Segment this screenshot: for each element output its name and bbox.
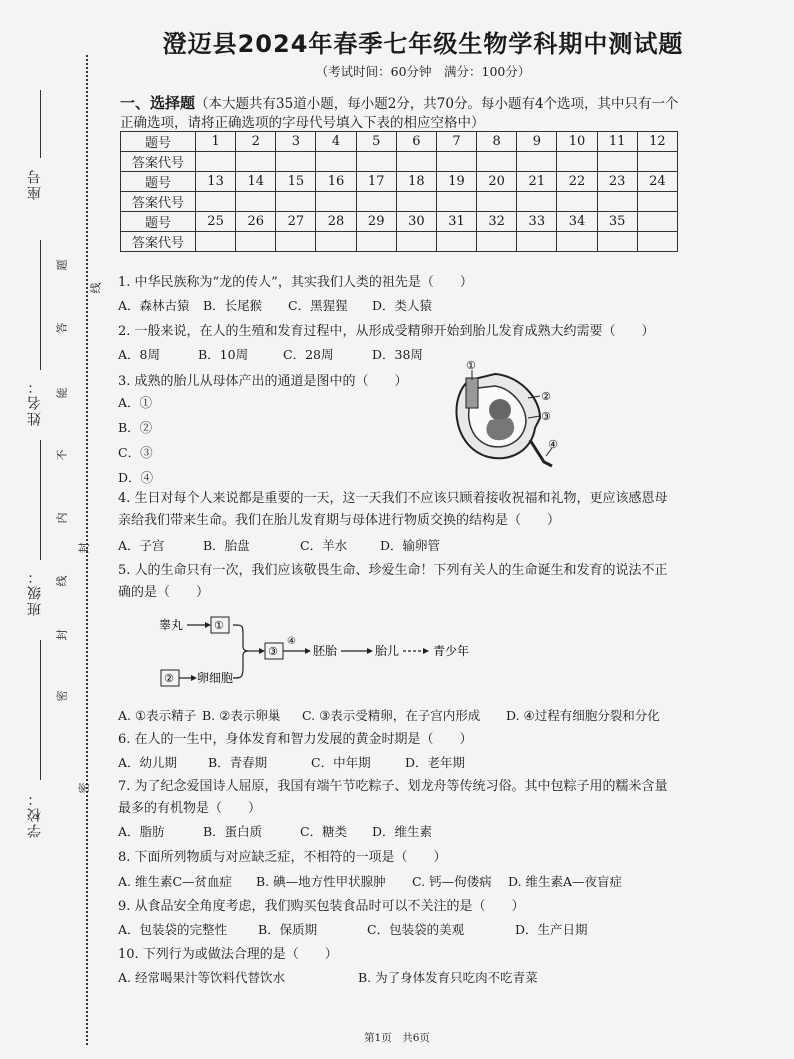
answer-cell[interactable] xyxy=(196,192,236,212)
name-underline xyxy=(40,240,41,370)
q6-option-a[interactable]: A．幼儿期 xyxy=(118,755,178,770)
question-number-cell: 4 xyxy=(316,132,356,152)
seal-char: 不 xyxy=(55,449,69,461)
question-7: 7. 为了纪念爱国诗人屈原，我国有端午节吃粽子、划龙舟等传统习俗。其中包粽子用的糯米含量最多的有机物是（ ） xyxy=(118,779,668,816)
q8-option-d[interactable]: D. 维生素A—夜盲症 xyxy=(508,874,623,889)
question-number-cell: 30 xyxy=(396,212,436,232)
q3-option-c[interactable]: C．③ xyxy=(118,445,153,460)
uterus-label-1: ① xyxy=(466,359,476,372)
answer-cell[interactable] xyxy=(316,152,356,172)
question-number-cell: 27 xyxy=(276,212,316,232)
answer-cell[interactable] xyxy=(517,192,557,212)
answer-cell[interactable] xyxy=(557,232,597,252)
q2-option-d[interactable]: D．38周 xyxy=(372,347,423,362)
question-number-cell: 24 xyxy=(637,172,677,192)
q8-option-c[interactable]: C. 钙—佝偻病 xyxy=(412,874,492,889)
question-2: 2. 一般来说，在人的生殖和发育过程中，从形成受精卵开始到胎儿发育成熟大约需要（ ） xyxy=(118,324,655,339)
seal-char: 能 xyxy=(55,387,69,399)
num-header-cell: 题号 xyxy=(121,212,196,232)
q6-option-c[interactable]: C．中年期 xyxy=(311,755,371,770)
question-1: 1. 中华民族称为“龙的传人”，其实我们人类的祖先是（ ） xyxy=(118,275,473,290)
answer-cell[interactable] xyxy=(236,232,276,252)
flow-arrowhead xyxy=(305,648,311,654)
answer-cell[interactable] xyxy=(637,152,677,172)
answer-cell[interactable] xyxy=(356,152,396,172)
question-number-cell: 22 xyxy=(557,172,597,192)
q1-option-b[interactable]: B．长尾猴 xyxy=(203,298,263,313)
name-label: 姓名： xyxy=(27,378,43,426)
seal-char: 封 xyxy=(77,542,91,554)
exam-subtitle: （考试时间：60分钟 满分：100分） xyxy=(315,64,531,79)
question-number-cell: 8 xyxy=(477,132,517,152)
q8-option-b[interactable]: B. 碘—地方性甲状腺肿 xyxy=(256,874,386,889)
answer-cell[interactable] xyxy=(236,192,276,212)
q4-option-b[interactable]: B．胎盘 xyxy=(203,538,250,553)
flow-testis: 睾丸 xyxy=(159,618,184,632)
question-number-cell: 12 xyxy=(637,132,677,152)
answer-header-cell: 答案代号 xyxy=(121,192,196,212)
q2-option-b[interactable]: B．10周 xyxy=(198,347,249,362)
question-5: 5. 人的生命只有一次，我们应该敬畏生命、珍爱生命！下列有关人的生命诞生和发育的说法不正确的是（ ） xyxy=(118,563,668,600)
answer-cell[interactable] xyxy=(517,232,557,252)
question-4: 4. 生日对每个人来说都是重要的一天，这一天我们不应该只顾着接收祝福和礼物，更应该感恩母亲给我们带来生命。我们在胎儿发育期与母体进行物质交换的结构是（ ） xyxy=(118,491,668,528)
page-footer: 第1页 共6页 xyxy=(364,1032,430,1044)
flow-embryo: 胚胎 xyxy=(313,644,338,658)
answer-cell[interactable] xyxy=(597,232,637,252)
seal-char: 线 xyxy=(55,575,69,587)
question-10: 10. 下列行为或做法合理的是（ ） xyxy=(118,947,338,962)
seal-char: 封 xyxy=(55,629,69,641)
num-header-cell: 题号 xyxy=(121,172,196,192)
question-number-cell: 20 xyxy=(477,172,517,192)
section-heading xyxy=(120,94,690,133)
q9-option-c[interactable]: C．包装袋的美观 xyxy=(367,922,465,937)
seal-char: 内 xyxy=(55,512,69,524)
table-row-answers xyxy=(121,152,678,172)
question-number-cell: 5 xyxy=(356,132,396,152)
answer-header-cell: 答案代号 xyxy=(121,232,196,252)
q4-option-a[interactable]: A．子宫 xyxy=(118,538,165,553)
question-number-cell: 11 xyxy=(597,132,637,152)
q10-option-b[interactable]: B. 为了身体发育只吃肉不吃青菜 xyxy=(358,970,538,985)
flow-arrowhead xyxy=(367,648,373,654)
q7-option-d[interactable]: D．维生素 xyxy=(372,824,433,839)
question-number-cell: 25 xyxy=(196,212,236,232)
flow-arrowhead xyxy=(259,648,265,654)
q5-option-a[interactable]: A. ①表示精子 xyxy=(118,708,197,723)
flow-num-2: ② xyxy=(164,672,174,685)
flow-num-3: ③ xyxy=(268,645,278,658)
q6-option-d[interactable]: D．老年期 xyxy=(405,755,466,770)
school-underline xyxy=(40,640,41,780)
q1-option-c[interactable]: C．黑猩猩 xyxy=(288,298,348,313)
question-number-cell: 2 xyxy=(236,132,276,152)
flow-num-4: ④ xyxy=(287,636,296,647)
answer-cell[interactable] xyxy=(276,232,316,252)
answer-cell[interactable] xyxy=(477,192,517,212)
question-number-cell: 14 xyxy=(236,172,276,192)
question-number-cell: 10 xyxy=(557,132,597,152)
q3-option-a[interactable]: A．① xyxy=(118,395,153,410)
seal-char: 线 xyxy=(89,282,103,294)
q4-option-d[interactable]: D．输卵管 xyxy=(380,538,441,553)
answer-cell[interactable] xyxy=(356,192,396,212)
question-number-cell: 29 xyxy=(356,212,396,232)
answer-cell[interactable] xyxy=(396,192,436,212)
seal-char: 题 xyxy=(55,259,69,271)
q1-option-d[interactable]: D．类人猿 xyxy=(372,298,433,313)
question-number-cell: 34 xyxy=(557,212,597,232)
q2-option-c[interactable]: C．28周 xyxy=(283,347,334,362)
question-number-cell xyxy=(637,212,677,232)
question-number-cell: 23 xyxy=(597,172,637,192)
q7-option-a[interactable]: A．脂肪 xyxy=(118,824,165,839)
question-number-cell: 7 xyxy=(436,132,476,152)
uterus-diagram xyxy=(440,358,570,478)
q10-option-a[interactable]: A. 经常喝果汁等饮料代替饮水 xyxy=(118,970,285,985)
answer-cell[interactable] xyxy=(436,232,476,252)
q9-option-b[interactable]: B．保质期 xyxy=(258,922,318,937)
answer-cell[interactable] xyxy=(316,192,356,212)
development-flow-diagram xyxy=(155,612,485,692)
flow-arrowhead xyxy=(423,648,429,654)
answer-cell[interactable] xyxy=(396,232,436,252)
section-instruction: （本大题共有35道小题，每小题2分，共70分。每小题有4个选项，其中只有一个正确选项，请将正确选项的字母代号填入下表的相应空格中） xyxy=(120,96,679,131)
answer-cell[interactable] xyxy=(637,232,677,252)
question-number-cell: 16 xyxy=(316,172,356,192)
answer-cell[interactable] xyxy=(276,192,316,212)
q4-option-c[interactable]: C．羊水 xyxy=(300,538,348,553)
flow-youth: 青少年 xyxy=(433,644,470,658)
question-number-cell: 6 xyxy=(396,132,436,152)
answer-cell[interactable] xyxy=(436,152,476,172)
seal-char: 密 xyxy=(55,690,69,702)
answer-cell[interactable] xyxy=(477,232,517,252)
q3-option-d[interactable]: D．④ xyxy=(118,470,154,485)
question-number-cell: 35 xyxy=(597,212,637,232)
flow-ovum: 卵细胞 xyxy=(197,671,234,685)
answer-cell[interactable] xyxy=(436,192,476,212)
question-3: 3. 成熟的胎儿从母体产出的通道是图中的（ ） xyxy=(118,374,408,389)
question-number-cell: 21 xyxy=(517,172,557,192)
answer-header-cell: 答案代号 xyxy=(121,152,196,172)
answer-cell[interactable] xyxy=(557,192,597,212)
q1-option-a[interactable]: A．森林古猿 xyxy=(118,298,190,313)
table-row-numbers xyxy=(121,172,678,192)
uterus-label-4: ④ xyxy=(548,438,558,451)
question-number-cell: 3 xyxy=(276,132,316,152)
q9-option-d[interactable]: D．生产日期 xyxy=(515,922,588,937)
q9-option-a[interactable]: A．包装袋的完整性 xyxy=(118,922,228,937)
class-label: 班级： xyxy=(27,568,43,616)
placenta xyxy=(466,378,478,408)
table-row-numbers xyxy=(121,132,678,152)
question-number-cell: 33 xyxy=(517,212,557,232)
question-number-cell: 1 xyxy=(196,132,236,152)
section-title: 一、选择题 xyxy=(120,94,196,112)
flow-arrowhead xyxy=(205,622,211,628)
question-number-cell: 9 xyxy=(517,132,557,152)
q7-option-c[interactable]: C．糖类 xyxy=(300,824,348,839)
question-number-cell: 32 xyxy=(477,212,517,232)
answer-table xyxy=(120,131,678,252)
seal-char: 密 xyxy=(77,782,91,794)
exam-title: 澄迈县2024年春季七年级生物学科期中测试题 xyxy=(162,30,684,58)
question-number-cell: 31 xyxy=(436,212,476,232)
answer-cell[interactable] xyxy=(276,152,316,172)
answer-cell[interactable] xyxy=(637,192,677,212)
table-row-answers xyxy=(121,232,678,252)
question-6: 6. 在人的一生中，身体发育和智力发展的黄金时期是（ ） xyxy=(118,732,473,747)
answer-cell[interactable] xyxy=(597,192,637,212)
flow-fetus: 胎儿 xyxy=(375,644,400,658)
question-number-cell: 18 xyxy=(396,172,436,192)
seat-underline xyxy=(40,90,41,158)
question-9: 9. 从食品安全角度考虑，我们购买包装食品时可以不关注的是（ ） xyxy=(118,899,525,914)
q3-option-b[interactable]: B．② xyxy=(118,420,153,435)
answer-cell[interactable] xyxy=(557,152,597,172)
q6-option-b[interactable]: B．青春期 xyxy=(208,755,268,770)
uterus-label-3: ③ xyxy=(541,410,551,423)
answer-cell[interactable] xyxy=(196,152,236,172)
answer-cell[interactable] xyxy=(356,232,396,252)
table-row-answers xyxy=(121,192,678,212)
answer-cell[interactable] xyxy=(316,232,356,252)
question-number-cell: 13 xyxy=(196,172,236,192)
q5-option-c[interactable]: C. ③表示受精卵，在子宫内形成 xyxy=(302,708,481,723)
answer-cell[interactable] xyxy=(597,152,637,172)
question-number-cell: 26 xyxy=(236,212,276,232)
answer-cell[interactable] xyxy=(517,152,557,172)
flow-brace xyxy=(233,625,249,678)
uterus-label-2: ② xyxy=(541,390,551,403)
q7-option-b[interactable]: B．蛋白质 xyxy=(203,824,263,839)
q5-option-b[interactable]: B. ②表示卵巢 xyxy=(202,708,281,723)
table-row-numbers xyxy=(121,212,678,232)
answer-cell[interactable] xyxy=(477,152,517,172)
question-8: 8. 下面所列物质与对应缺乏症，不相符的一项是（ ） xyxy=(118,850,447,865)
question-number-cell: 28 xyxy=(316,212,356,232)
flow-num-1: ① xyxy=(214,619,224,632)
class-underline xyxy=(40,440,41,560)
num-header-cell: 题号 xyxy=(121,132,196,152)
answer-cell[interactable] xyxy=(396,152,436,172)
seal-char: 答 xyxy=(55,322,69,334)
school-label: 学校： xyxy=(27,790,43,838)
q5-option-d[interactable]: D. ④过程有细胞分裂和分化 xyxy=(506,708,660,723)
seat-label: 座号 xyxy=(27,168,43,200)
q8-option-a[interactable]: A. 维生素C—贫血症 xyxy=(118,874,233,889)
answer-cell[interactable] xyxy=(196,232,236,252)
q2-option-a[interactable]: A．8周 xyxy=(118,347,160,362)
question-number-cell: 15 xyxy=(276,172,316,192)
fetus-head xyxy=(489,399,511,421)
question-number-cell: 19 xyxy=(436,172,476,192)
answer-cell[interactable] xyxy=(236,152,276,172)
question-number-cell: 17 xyxy=(356,172,396,192)
